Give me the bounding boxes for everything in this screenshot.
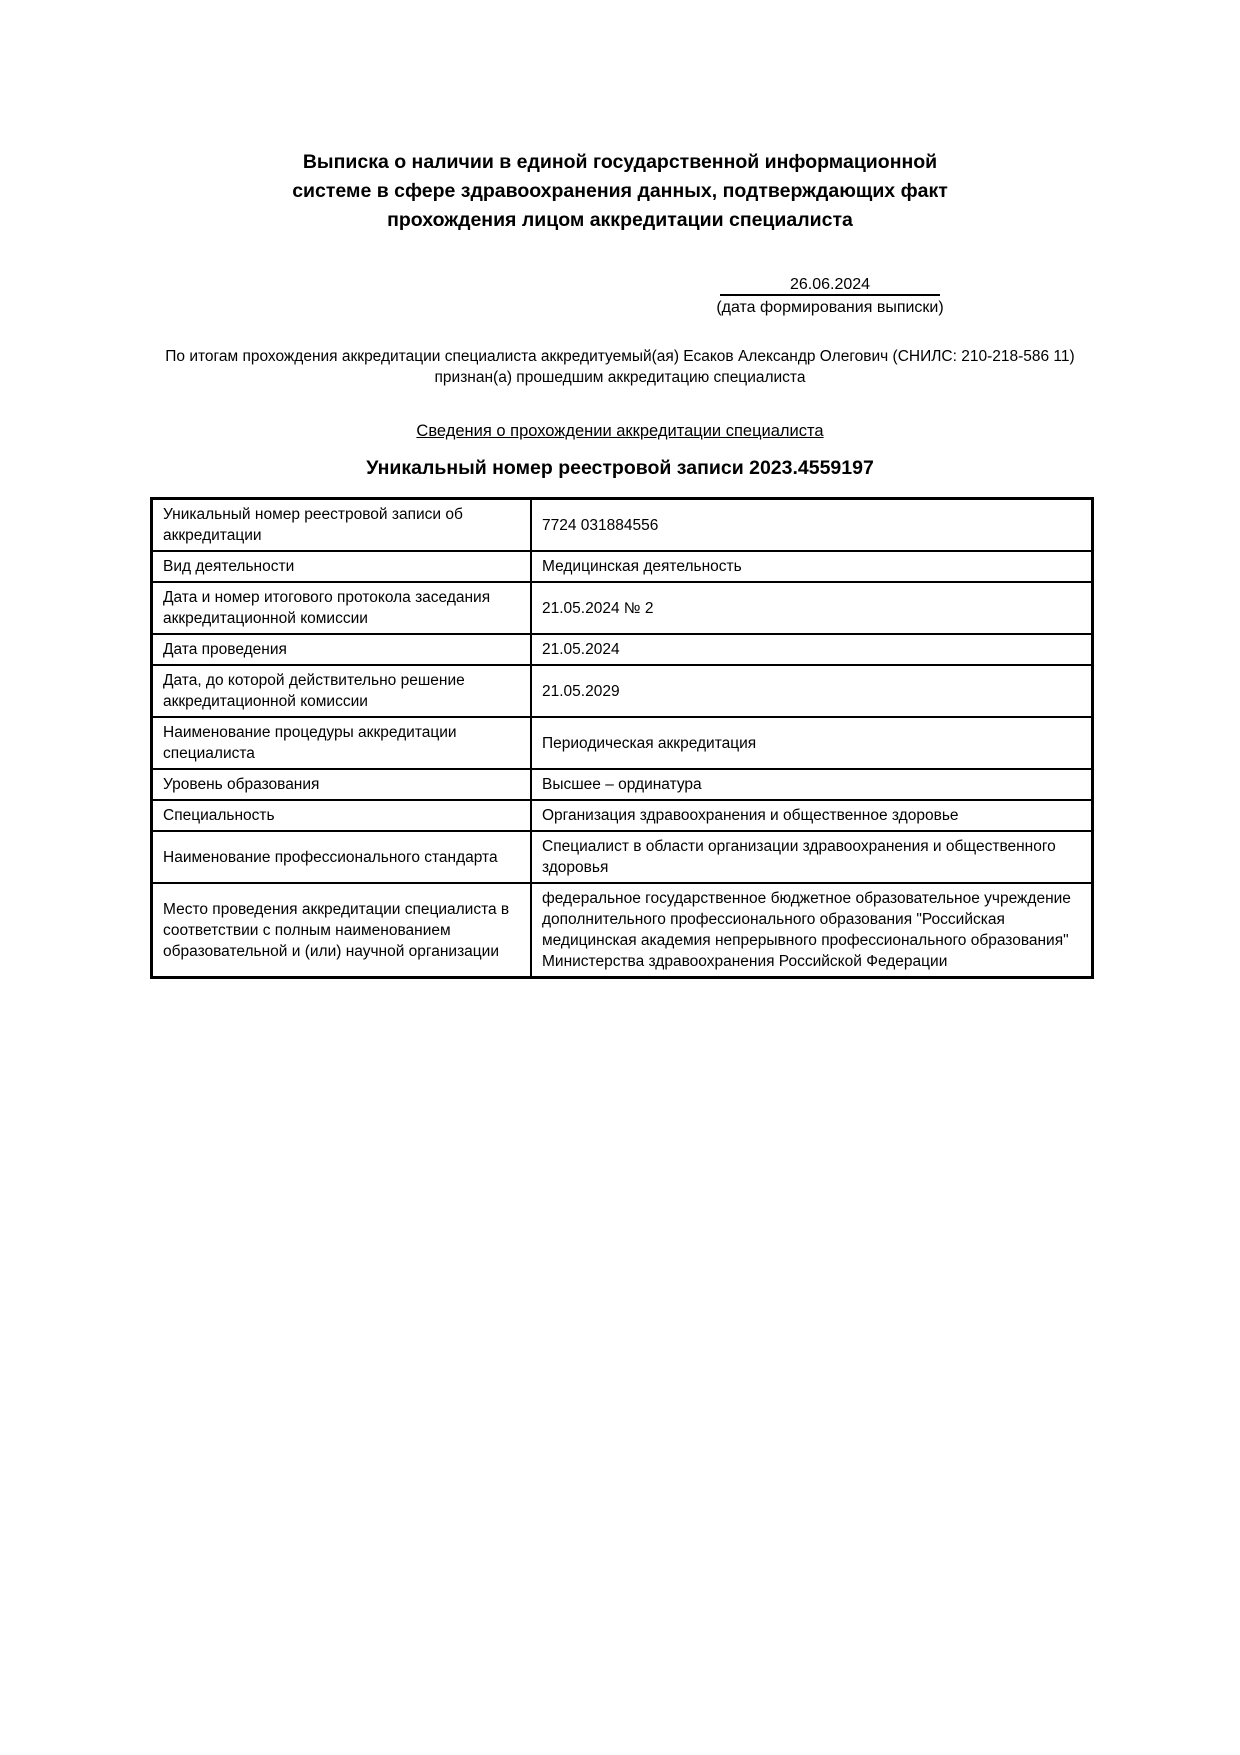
- row-value: Периодическая аккредитация: [531, 717, 1093, 769]
- row-value: 21.05.2024: [531, 634, 1093, 665]
- row-label: Уникальный номер реестровой записи об аккредитации: [152, 499, 532, 552]
- table-row: [152, 665, 1093, 717]
- row-value: Медицинская деятельность: [531, 551, 1093, 582]
- accreditation-statement: [0, 346, 1240, 388]
- document-title-line: системе в сфере здравоохранения данных, подтверждающих факт: [292, 180, 948, 202]
- row-label: Уровень образования: [152, 769, 532, 800]
- row-value: Специалист в области организации здравоохранения и общественного здоровья: [531, 831, 1093, 883]
- row-value: Организация здравоохранения и общественное здоровье: [531, 800, 1093, 831]
- table-row: [152, 551, 1093, 582]
- row-label: Дата проведения: [152, 634, 532, 665]
- row-label: Дата и номер итогового протокола заседания аккредитационной комиссии: [152, 582, 532, 634]
- table-row: [152, 883, 1093, 978]
- table-row: [152, 582, 1093, 634]
- table-row: [152, 634, 1093, 665]
- table-row: [152, 831, 1093, 883]
- table-row: [152, 769, 1093, 800]
- accreditation-table: [150, 497, 1094, 979]
- table-row: [152, 717, 1093, 769]
- document-title-line: прохождения лицом аккредитации специалиста: [387, 209, 853, 231]
- section-heading: Сведения о прохождении аккредитации специалиста: [416, 422, 824, 440]
- row-label: Место проведения аккредитации специалиста в соответствии с полным наименованием образовательной и (или) научной организации: [152, 883, 532, 978]
- row-value: федеральное государственное бюджетное образовательное учреждение дополнительного профессионального образования "Российская медицинская академия непрерывного профессионального образования" Министерства здравоохранения Российской Федерации: [531, 883, 1093, 978]
- accreditation-statement-line: По итогам прохождения аккредитации специалиста аккредитуемый(ая) Есаков Александр Олегович (СНИЛС: 210-218-586 11): [165, 348, 1075, 365]
- row-label: Дата, до которой действительно решение аккредитационной комиссии: [152, 665, 532, 717]
- table-row: [152, 499, 1093, 552]
- table-row: [152, 800, 1093, 831]
- extract-date-block: [715, 276, 945, 317]
- document-title-line: Выписка о наличии в единой государственной информационной: [302, 151, 938, 173]
- document-title: [0, 148, 1240, 235]
- row-label: Наименование процедуры аккредитации специалиста: [152, 717, 532, 769]
- extract-date: 26.06.2024: [720, 276, 940, 296]
- extract-date-caption: (дата формирования выписки): [716, 299, 944, 316]
- row-value: 7724 031884556: [531, 499, 1093, 552]
- row-label: Вид деятельности: [152, 551, 532, 582]
- registry-number-heading: Уникальный номер реестровой записи 2023.4559197: [366, 457, 874, 479]
- row-label: Специальность: [152, 800, 532, 831]
- row-value: 21.05.2029: [531, 665, 1093, 717]
- accreditation-statement-line: признан(а) прошедшим аккредитацию специалиста: [434, 369, 806, 386]
- row-value: Высшее – ординатура: [531, 769, 1093, 800]
- row-value: 21.05.2024 № 2: [531, 582, 1093, 634]
- row-label: Наименование профессионального стандарта: [152, 831, 532, 883]
